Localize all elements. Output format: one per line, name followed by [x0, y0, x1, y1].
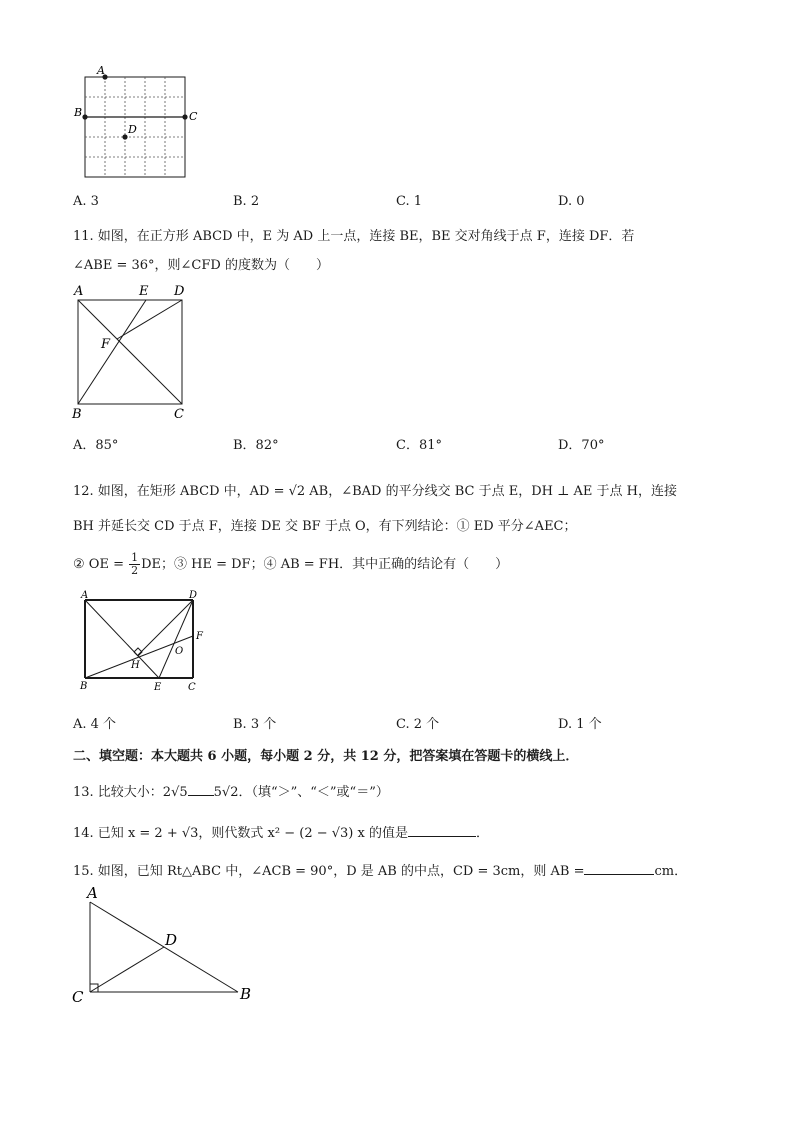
q14-answer-blank[interactable]	[408, 824, 476, 837]
fraction-denominator: 2	[131, 564, 139, 577]
label-b: B	[74, 106, 83, 119]
label-a: A	[87, 884, 98, 902]
q12-question-line1: 12. 如图，在矩形 ABCD 中，AD = √2 AB，∠BAD 的平分线交 BC 于点 E，DH ⊥ AE 于点 H，连接	[73, 484, 677, 499]
label-h: H	[131, 660, 140, 671]
diagonal-ac	[78, 300, 182, 404]
q14-question	[73, 822, 489, 841]
fraction-numerator: 1	[131, 551, 139, 564]
label-d: D	[128, 123, 137, 136]
q12-fraction	[129, 552, 140, 577]
q10-option-a[interactable]: A. 3	[73, 194, 99, 209]
q15-answer-blank[interactable]	[584, 862, 654, 875]
q12-question-line3	[73, 552, 508, 577]
q13-part-b: 5√2．（填“＞”、“＜”或“＝”）	[213, 785, 389, 800]
point-c	[182, 114, 187, 119]
segment-df	[117, 300, 182, 339]
q12-rectangle-figure	[75, 588, 215, 698]
label-o: O	[175, 646, 184, 657]
q10-option-b[interactable]: B. 2	[233, 194, 260, 209]
q12-option-a[interactable]: A. 4 个	[73, 717, 117, 732]
label-a: A	[74, 284, 84, 299]
q12-line3-part-a: ② OE =	[73, 557, 129, 572]
q14-part-a: 14. 已知 x = 2 + √3，则代数式 x² − (2 − √3) x 的值是	[73, 826, 408, 841]
label-c: C	[188, 682, 196, 693]
q10-option-d[interactable]: D. 0	[558, 194, 585, 209]
section-2-heading: 二、填空题：本大题共 6 小题，每小题 2 分，共 12 分，把答案填在答题卡的横线上．	[73, 749, 579, 764]
q11-square-figure	[70, 280, 195, 422]
q12-option-d[interactable]: D. 1 个	[558, 717, 602, 732]
q13-part-a: 13. 比较大小：2√5	[73, 785, 188, 800]
q15-part-b: cm．	[654, 864, 688, 879]
label-d: D	[174, 284, 185, 299]
q11-question-line2: ∠ABE = 36°，则∠CFD 的度数为（ ）	[73, 258, 329, 273]
label-c: C	[189, 110, 198, 123]
q13-answer-blank[interactable]	[188, 783, 214, 796]
label-e: E	[154, 682, 162, 693]
label-a: A	[97, 64, 105, 77]
q13-question	[73, 781, 389, 800]
segment-ae	[85, 600, 159, 678]
q11-option-a[interactable]: A．85°	[73, 438, 119, 453]
q11-option-d[interactable]: D．70°	[558, 438, 605, 453]
label-c: C	[72, 988, 84, 1006]
q11-question-line1: 11. 如图，在正方形 ABCD 中，E 为 AD 上一点，连接 BE，BE 交对角线于点 F，连接 DF．若	[73, 229, 635, 244]
q15-question	[73, 860, 687, 879]
label-e: E	[139, 284, 149, 299]
q11-option-b[interactable]: B．82°	[233, 438, 279, 453]
label-a: A	[81, 590, 89, 601]
q11-option-c[interactable]: C．81°	[396, 438, 442, 453]
label-b: B	[80, 681, 88, 692]
segment-bf	[85, 636, 193, 678]
q10-grid-figure	[70, 64, 200, 180]
q12-option-c[interactable]: C. 2 个	[396, 717, 440, 732]
segment-be	[78, 300, 146, 404]
q12-line3-part-b: DE；③ HE = DF；④ AB = FH．其中正确的结论有（ ）	[141, 557, 509, 572]
label-b: B	[240, 985, 252, 1003]
q12-question-line2: BH 并延长交 CD 于点 F，连接 DE 交 BF 于点 O，有下列结论：① ED 平分∠AEC；	[73, 519, 577, 534]
label-c: C	[174, 407, 184, 422]
point-d	[122, 134, 127, 139]
q15-triangle-figure	[66, 882, 266, 1007]
label-f: F	[196, 631, 203, 642]
q14-part-b: ．	[475, 826, 489, 841]
q15-part-a: 15. 如图，已知 Rt△ABC 中，∠ACB = 90°，D 是 AB 的中点，CD = 3cm，则 AB =	[73, 864, 585, 879]
segment-de	[159, 600, 193, 678]
point-b	[82, 114, 87, 119]
label-b: B	[72, 407, 82, 422]
label-d: D	[165, 931, 178, 949]
label-f: F	[101, 337, 111, 352]
label-d: D	[189, 590, 198, 601]
median-cd	[90, 947, 164, 992]
q12-option-b[interactable]: B. 3 个	[233, 717, 277, 732]
q10-option-c[interactable]: C. 1	[396, 194, 423, 209]
